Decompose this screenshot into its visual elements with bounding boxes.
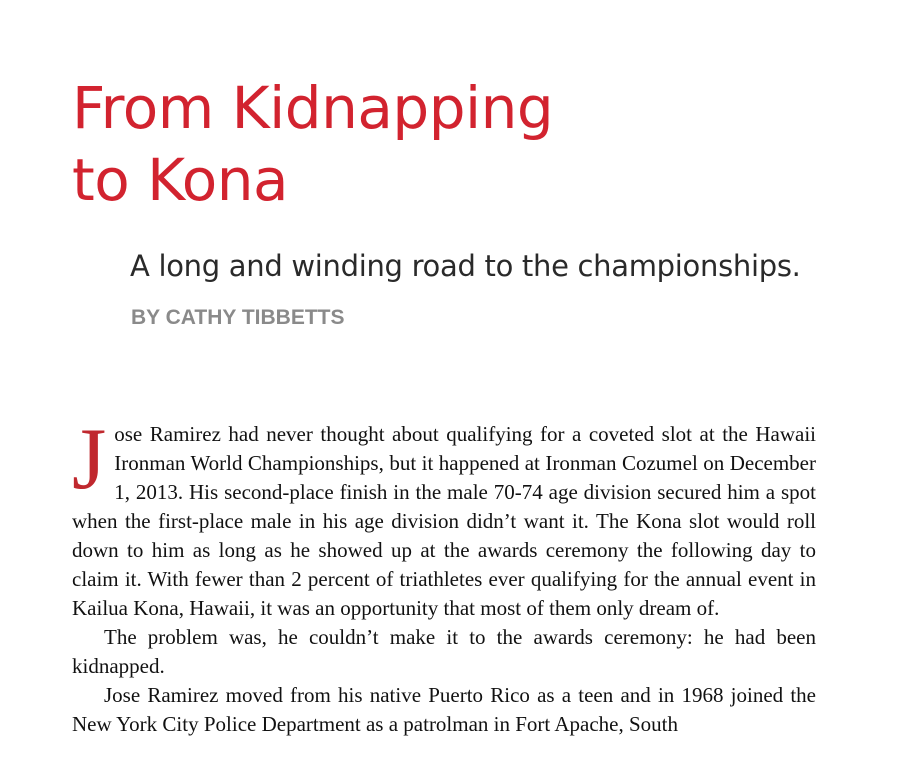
article-byline: BY CATHY TIBBETTS: [131, 306, 345, 329]
article-title-line-2: to Kona: [72, 146, 289, 214]
paragraph-3: Jose Ramirez moved from his native Puerto Rico as a teen and in 1968 joined the New York City Police Department as a patrolman in Fort Apache, South: [72, 683, 816, 736]
paragraph-1: [72, 411, 816, 623]
paragraph-1-text: ose Ramirez had never thought about qualifying for a coveted slot at the Hawaii Ironman World Championships, but it happened at Ironman Cozumel on December 1, 2013. His second-place finish in the male 70-74 age division secured him a spot when the first-place male in his age division didn’t want it. The Kona slot would roll down to him as long as he showed up at the awards ceremony the following day to claim it. With fewer than 2 percent of triathletes ever qualifying for the annual event in Kailua Kona, Hawaii, it was an opportunity that most of them only dream of.: [72, 422, 816, 620]
article-title: [72, 72, 553, 216]
article-subtitle: A long and winding road to the championships.: [130, 249, 801, 283]
paragraph-2: The problem was, he couldn’t make it to the awards ceremony: he had been kidnapped.: [72, 625, 816, 678]
drop-cap: J: [72, 411, 107, 508]
article-title-line-1: From Kidnapping: [72, 74, 554, 142]
article-body: [72, 411, 816, 739]
